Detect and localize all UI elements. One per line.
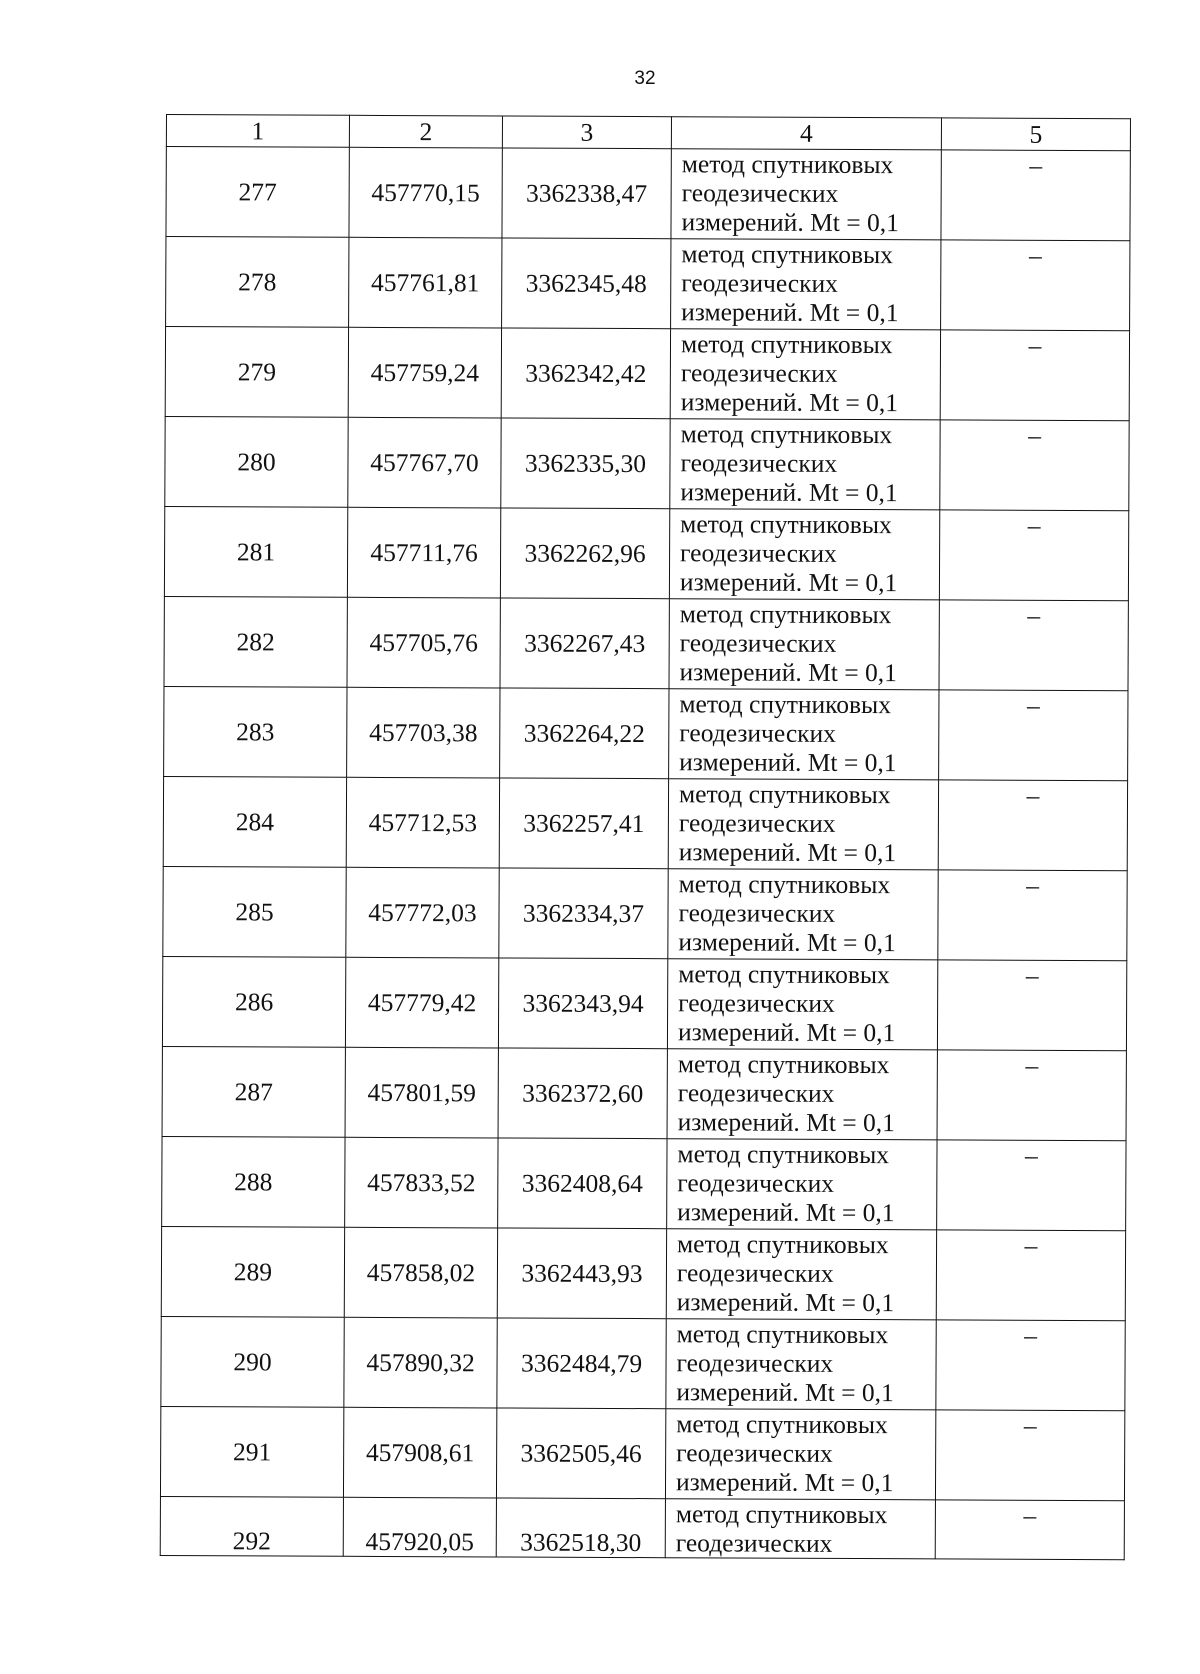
- coord-y: [502, 148, 671, 239]
- table-row: [163, 776, 1127, 870]
- method-line-3: измерений. Mt = 0,1: [679, 567, 898, 598]
- method-line-2: геодезических: [677, 1078, 835, 1108]
- coord-y: [498, 958, 667, 1049]
- table-row: [160, 1406, 1124, 1500]
- method-line-1: метод спутниковых: [677, 1049, 890, 1080]
- note-dash: –: [1024, 1320, 1038, 1350]
- point-number-value: 289: [233, 1256, 273, 1286]
- note-dash: –: [1027, 600, 1041, 630]
- table-row: [163, 866, 1127, 960]
- point-number: [163, 866, 346, 957]
- coord-y-value: 3362518,30: [520, 1527, 642, 1558]
- method-cell: [667, 1139, 937, 1230]
- coord-y: [497, 1228, 666, 1319]
- note-cell: [937, 1140, 1126, 1231]
- point-number: [164, 686, 347, 777]
- point-number-value: 284: [235, 806, 275, 836]
- method-cell: [669, 599, 939, 690]
- point-number: [166, 147, 349, 238]
- page-number: 32: [634, 68, 656, 89]
- note-cell: [936, 1320, 1125, 1411]
- note-dash: –: [1025, 960, 1039, 990]
- coord-y: [496, 1408, 665, 1499]
- method-line-3: измерений. Mt = 0,1: [676, 1287, 895, 1318]
- point-number-value: 287: [234, 1076, 273, 1106]
- method-line-2: геодезических: [678, 988, 835, 1018]
- point-number: [164, 596, 347, 687]
- method-line-3: измерений. Mt = 0,1: [678, 927, 896, 958]
- point-number: [161, 1226, 344, 1317]
- method-line-2: геодезических: [675, 1528, 833, 1558]
- note-cell: [940, 330, 1129, 421]
- point-number: [160, 1496, 343, 1556]
- method-cell: [669, 509, 939, 600]
- method-line-3: измерений. Mt = 0,1: [681, 207, 899, 238]
- coord-y-value: 3362335,30: [524, 448, 647, 478]
- coord-x: [343, 1407, 496, 1498]
- note-dash: –: [1026, 780, 1040, 810]
- coord-x-value: 457711,76: [370, 537, 478, 567]
- method-line-2: геодезических: [677, 1168, 835, 1198]
- note-cell: [938, 870, 1127, 961]
- point-number-value: 277: [238, 176, 277, 206]
- table-row: [165, 416, 1129, 510]
- note-dash: –: [1023, 1410, 1037, 1440]
- coord-x: [349, 237, 502, 328]
- method-cell: [666, 1229, 936, 1320]
- method-line-1: метод спутниковых: [676, 1409, 888, 1440]
- method-line-3: измерений. Mt = 0,1: [677, 1107, 896, 1138]
- method-cell: [670, 329, 940, 420]
- coord-x-value: 457759,24: [370, 357, 480, 387]
- method-line-2: геодезических: [680, 448, 838, 478]
- method-line-1: метод спутниковых: [681, 239, 894, 270]
- table-row: [162, 1046, 1126, 1140]
- coord-x: [348, 417, 501, 508]
- coord-y: [500, 508, 669, 599]
- coord-x-value: 457703,38: [369, 717, 478, 747]
- coord-y-value: 3362267,43: [524, 628, 646, 658]
- method-line-1: метод спутниковых: [679, 599, 892, 630]
- method-line-1: метод спутниковых: [680, 509, 892, 540]
- point-number-value: 281: [236, 536, 276, 566]
- coord-x-value: 457858,02: [366, 1257, 476, 1287]
- method-line-1: метод спутниковых: [678, 779, 891, 810]
- table-row: [164, 686, 1128, 780]
- note-dash: –: [1028, 330, 1042, 360]
- method-line-3: измерений. Mt = 0,1: [675, 1467, 894, 1498]
- point-number: [165, 327, 348, 418]
- table-row: [164, 506, 1128, 600]
- method-line-1: метод спутниковых: [680, 419, 893, 450]
- note-cell: [941, 150, 1130, 241]
- coord-y-value: 3362505,46: [520, 1438, 642, 1468]
- method-line-2: геодезических: [681, 268, 839, 298]
- coord-y-value: 3362372,60: [522, 1078, 644, 1108]
- method-line-2: геодезических: [676, 1348, 834, 1378]
- coord-y-value: 3362262,96: [524, 538, 646, 568]
- method-line-2: геодезических: [681, 178, 839, 208]
- method-line-1: метод спутниковых: [678, 959, 890, 990]
- coord-x: [346, 777, 499, 868]
- method-line-3: измерений. Mt = 0,1: [677, 1197, 895, 1228]
- note-cell: [941, 240, 1130, 331]
- point-number: [160, 1406, 343, 1497]
- method-cell: [668, 869, 938, 960]
- method-line-1: метод спутниковых: [679, 689, 892, 720]
- point-number-value: 285: [235, 896, 274, 926]
- note-cell: [939, 600, 1128, 691]
- method-line-3: измерений. Mt = 0,1: [681, 297, 899, 328]
- table-row: [162, 1136, 1126, 1230]
- coord-y: [498, 1138, 667, 1229]
- coord-x: [345, 957, 498, 1048]
- table-body: [160, 147, 1130, 1560]
- coord-x-value: 457705,76: [369, 627, 478, 657]
- header-col-2: 2: [349, 115, 502, 148]
- note-dash: –: [1028, 420, 1042, 450]
- table-row: [160, 1496, 1124, 1559]
- method-line-3: измерений. Mt = 0,1: [676, 1377, 894, 1408]
- point-number-value: 280: [237, 446, 276, 476]
- coord-y: [498, 1048, 667, 1139]
- method-line-1: метод спутниковых: [677, 1229, 889, 1260]
- note-dash: –: [1029, 150, 1043, 180]
- coord-y-value: 3362443,93: [521, 1258, 643, 1288]
- note-dash: –: [1025, 1140, 1038, 1170]
- table-row: [162, 956, 1126, 1050]
- note-dash: –: [1024, 1230, 1038, 1260]
- note-dash: –: [1028, 240, 1042, 270]
- note-cell: [940, 420, 1129, 511]
- method-line-2: геодезических: [679, 718, 837, 748]
- coord-y-value: 3362342,42: [525, 358, 647, 388]
- coord-y-value: 3362338,47: [526, 178, 648, 208]
- method-line-2: геодезических: [678, 898, 836, 928]
- point-number-value: 291: [232, 1436, 272, 1466]
- method-line-3: измерений. Mt = 0,1: [678, 837, 897, 868]
- coord-x: [348, 327, 501, 418]
- note-cell: [939, 690, 1128, 781]
- point-number: [161, 1316, 344, 1407]
- method-cell: [667, 1049, 937, 1140]
- method-cell: [665, 1409, 935, 1500]
- table-row: [164, 596, 1128, 690]
- table-row: [166, 147, 1130, 241]
- note-dash: –: [1027, 510, 1041, 540]
- method-line-1: метод спутниковых: [675, 1499, 888, 1530]
- coord-y-value: 3362408,64: [521, 1168, 643, 1198]
- header-col-4: 4: [671, 117, 941, 150]
- coord-x: [347, 687, 500, 778]
- coord-y-value: 3362343,94: [522, 988, 644, 1018]
- point-number-value: 286: [234, 986, 274, 1016]
- coord-x: [343, 1497, 496, 1557]
- coord-x: [344, 1317, 497, 1408]
- point-number: [163, 776, 346, 867]
- coord-x-value: 457908,61: [365, 1437, 475, 1467]
- coord-x: [347, 597, 500, 688]
- method-line-1: метод спутниковых: [681, 149, 894, 180]
- note-dash: –: [1023, 1500, 1037, 1530]
- point-number: [166, 237, 349, 328]
- point-number: [162, 956, 345, 1047]
- method-line-3: измерений. Mt = 0,1: [679, 657, 897, 688]
- coord-x: [344, 1227, 497, 1318]
- method-cell: [669, 689, 939, 780]
- point-number-value: 292: [232, 1526, 271, 1556]
- point-number: [162, 1136, 345, 1227]
- method-line-3: измерений. Mt = 0,1: [679, 747, 897, 778]
- table-row: [161, 1226, 1125, 1320]
- coord-y: [501, 418, 670, 509]
- point-number: [165, 416, 348, 507]
- header-col-1: 1: [166, 115, 349, 148]
- coord-y: [500, 598, 669, 689]
- method-line-2: геодезических: [680, 538, 837, 568]
- note-dash: –: [1025, 1050, 1039, 1080]
- coord-x-value: 457770,15: [371, 177, 480, 207]
- method-cell: [670, 419, 940, 510]
- coord-y: [497, 1318, 666, 1409]
- method-cell: [665, 1499, 935, 1559]
- method-line-2: геодезических: [676, 1258, 834, 1288]
- coord-y: [500, 688, 669, 779]
- note-cell: [936, 1230, 1125, 1321]
- method-cell: [671, 149, 941, 240]
- coord-x-value: 457833,52: [367, 1167, 476, 1197]
- note-cell: [937, 1050, 1126, 1141]
- point-number: [162, 1046, 345, 1137]
- coord-x-value: 457801,59: [367, 1077, 476, 1107]
- coord-x-value: 457779,42: [367, 987, 477, 1017]
- point-number-value: 278: [238, 266, 277, 296]
- coord-y: [502, 238, 671, 329]
- method-line-3: измерений. Mt = 0,1: [680, 387, 899, 418]
- table-row: [166, 237, 1130, 331]
- method-line-1: метод спутниковых: [680, 329, 893, 360]
- method-line-2: геодезических: [676, 1438, 833, 1468]
- method-line-3: измерений. Mt = 0,1: [680, 477, 898, 508]
- note-cell: [935, 1410, 1124, 1501]
- method-line-1: метод спутниковых: [676, 1319, 889, 1350]
- coord-y-value: 3362264,22: [523, 718, 645, 748]
- point-number-value: 282: [236, 626, 275, 656]
- note-cell: [938, 780, 1127, 871]
- method-line-1: метод спутниковых: [677, 1139, 890, 1170]
- note-dash: –: [1026, 870, 1040, 900]
- method-line-2: геодезических: [678, 808, 836, 838]
- method-line-3: измерений. Mt = 0,1: [677, 1017, 896, 1048]
- coord-x-value: 457767,70: [370, 447, 479, 477]
- coord-x: [345, 1137, 498, 1228]
- method-line-2: геодезических: [679, 628, 837, 658]
- point-number-value: 288: [234, 1166, 273, 1196]
- point-number-value: 279: [237, 356, 277, 386]
- coord-y-value: 3362345,48: [525, 268, 647, 298]
- coord-x: [349, 147, 502, 238]
- coord-y: [499, 868, 668, 959]
- coord-x-value: 457920,05: [365, 1526, 475, 1557]
- table-row: [165, 327, 1129, 421]
- point-number: [164, 506, 347, 597]
- coord-y-value: 3362484,79: [520, 1348, 643, 1378]
- method-cell: [668, 779, 938, 870]
- note-cell: [939, 510, 1128, 601]
- coordinates-table: [160, 114, 1131, 1560]
- method-line-1: метод спутниковых: [678, 869, 891, 900]
- coord-x: [345, 1047, 498, 1138]
- point-number-value: 283: [236, 716, 275, 746]
- method-cell: [671, 239, 941, 330]
- header-col-3: 3: [502, 116, 671, 149]
- note-cell: [937, 960, 1126, 1051]
- note-dash: –: [1026, 690, 1040, 720]
- coord-y: [499, 778, 668, 869]
- coord-x-value: 457712,53: [368, 807, 478, 837]
- table-row: [161, 1316, 1125, 1410]
- table-header-row: [166, 115, 1130, 151]
- coord-x-value: 457772,03: [368, 897, 477, 927]
- coord-y: [501, 328, 670, 419]
- method-cell: [667, 959, 937, 1050]
- coord-x: [347, 507, 500, 598]
- coord-x-value: 457761,81: [371, 267, 480, 297]
- method-line-2: геодезических: [680, 358, 838, 388]
- coord-y-value: 3362257,41: [523, 808, 645, 838]
- point-number-value: 290: [233, 1346, 272, 1376]
- coord-x: [346, 867, 499, 958]
- coord-y-value: 3362334,37: [522, 898, 645, 928]
- method-cell: [666, 1319, 936, 1410]
- coord-x-value: 457890,32: [366, 1347, 475, 1377]
- coord-y: [496, 1498, 665, 1558]
- header-col-5: 5: [941, 118, 1130, 151]
- note-cell: [935, 1500, 1124, 1560]
